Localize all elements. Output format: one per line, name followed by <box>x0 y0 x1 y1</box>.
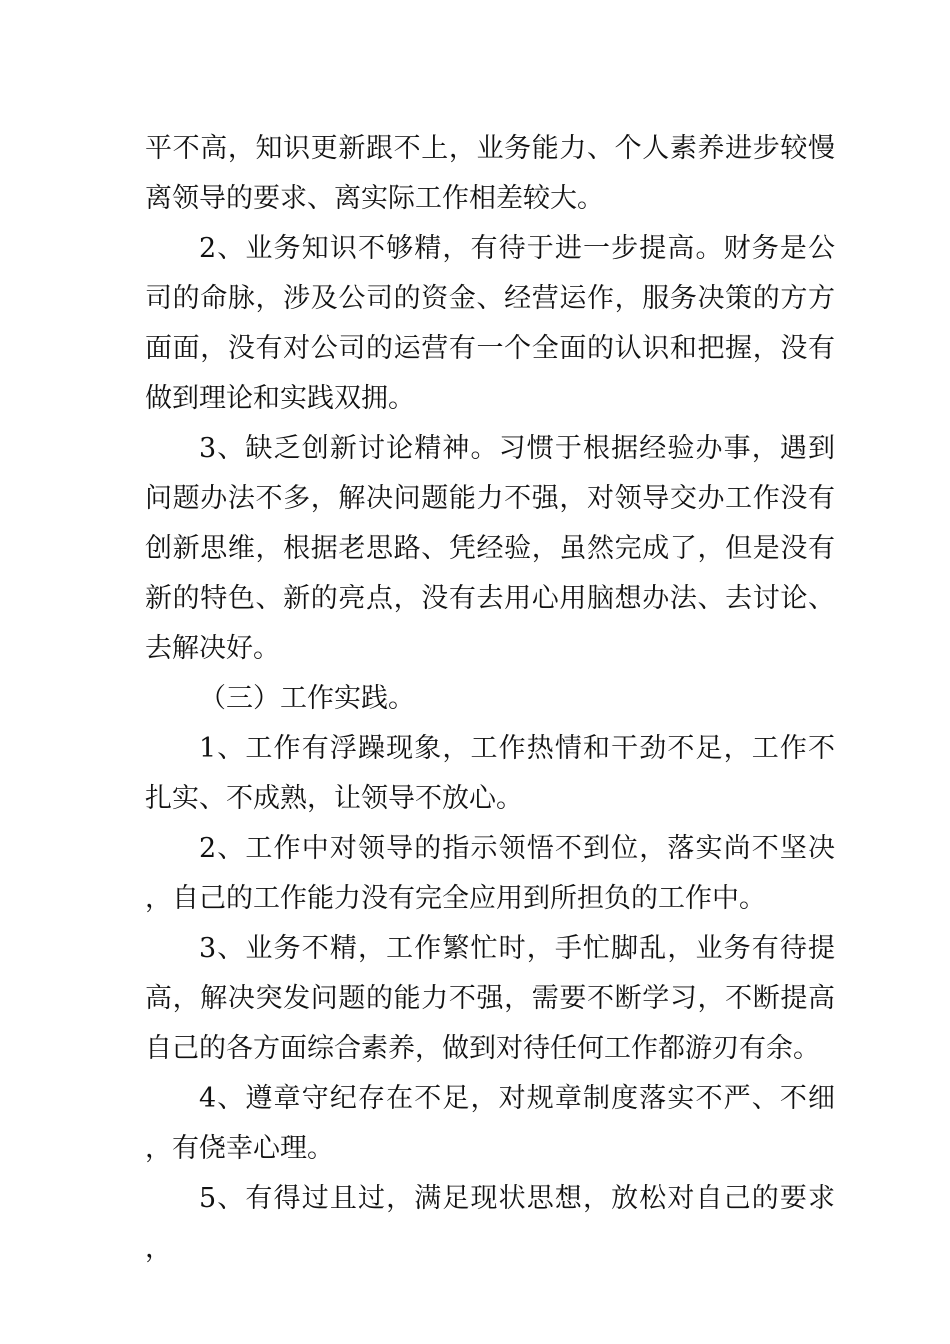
paragraph-work-item-5: 5、有得过且过，满足现状思想，放松对自己的要求， <box>145 1183 835 1264</box>
paragraph-work-item-2: 2、工作中对领导的指示领悟不到位，落实尚不坚决，自己的工作能力没有完全应用到所担负的工作中。 <box>145 833 835 914</box>
paragraph-work-item-3: 3、业务不精，工作繁忙时，手忙脚乱，业务有待提高，解决突发问题的能力不强，需要不断学习，不断提高自己的各方面综合素养，做到对待任何工作都游刃有余。 <box>145 933 835 1064</box>
paragraph-business-knowledge: 2、业务知识不够精，有待于进一步提高。财务是公司的命脉，涉及公司的资金、经营运作，服务决策的方方面面，没有对公司的运营有一个全面的认识和把握，没有做到理论和实践双拥。 <box>145 233 835 414</box>
paragraph-work-item-1: 1、工作有浮躁现象，工作热情和干劲不足，工作不扎实、不成熟，让领导不放心。 <box>145 733 835 814</box>
paragraph-work-item-4: 4、遵章守纪存在不足，对规章制度落实不严、不细，有侥幸心理。 <box>145 1083 835 1164</box>
section-heading-work-practice: （三）工作实践。 <box>199 683 415 714</box>
document-body <box>145 124 835 1274</box>
paragraph-continuation: 平不高，知识更新跟不上，业务能力、个人素养进步较慢离领导的要求、离实际工作相差较大。 <box>145 133 835 214</box>
paragraph-innovation: 3、缺乏创新讨论精神。习惯于根据经验办事，遇到问题办法不多，解决问题能力不强，对领导交办工作没有创新思维，根据老思路、凭经验，虽然完成了，但是没有新的特色、新的亮点，没有去用心用脑想办法、去讨论、去解决好。 <box>145 433 835 664</box>
